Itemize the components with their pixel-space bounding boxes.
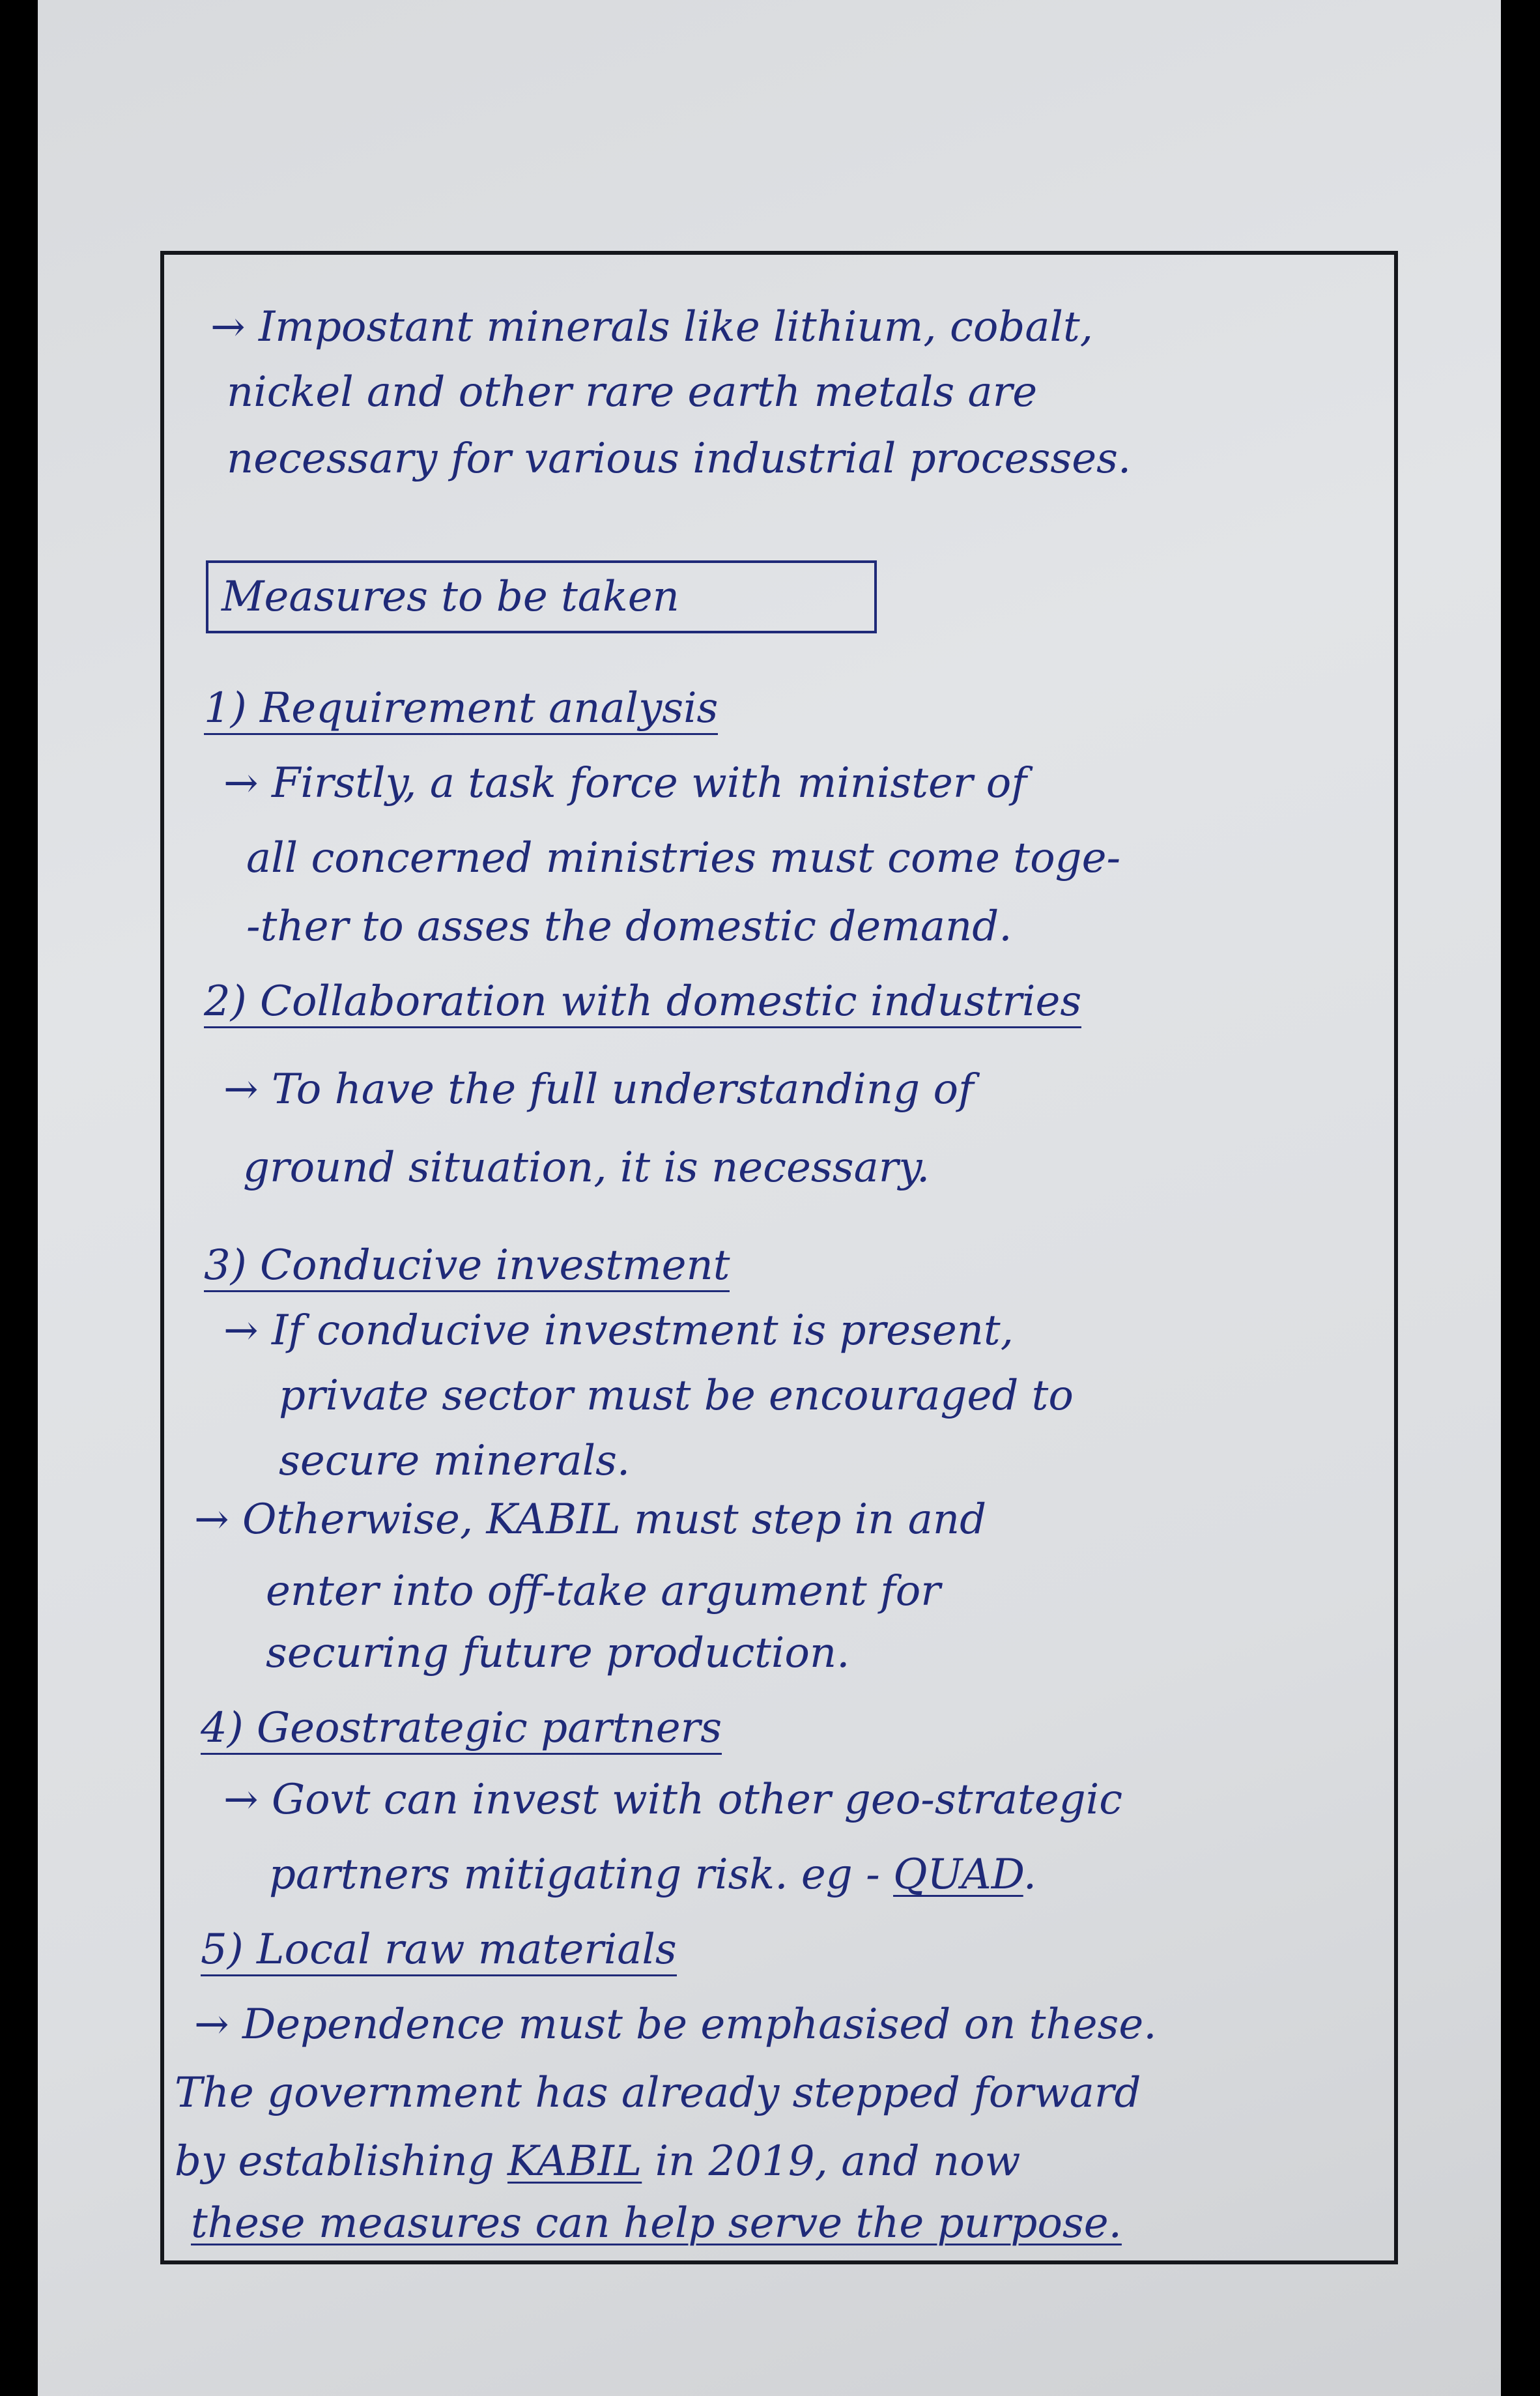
s4-line-2: [269, 1851, 1037, 1899]
s3-line-3: secure minerals.: [279, 1437, 631, 1485]
conclusion-line-2: [175, 2137, 1021, 2186]
s2-title: 2) Collaboration with domestic industries: [204, 981, 1081, 1028]
s3-line-5: enter into off-take argument for: [266, 1567, 941, 1615]
s1-line-3: -ther to asses the domestic demand.: [246, 902, 1012, 951]
s1-line-2: all concerned ministries must come toge-: [246, 834, 1121, 882]
s3-line-2: private sector must be encouraged to: [279, 1372, 1074, 1420]
intro-line-2: nickel and other rare earth metals are: [227, 368, 1038, 416]
s4-line-1: → Govt can invest with other geo-strategic: [223, 1776, 1123, 1824]
paper-sheet: [38, 0, 1501, 2396]
conclusion-line-2-end: in 2019, and now: [642, 2137, 1021, 2186]
kabil-underlined: KABIL: [507, 2137, 642, 2186]
conclusion-line-2-text: by establishing: [175, 2137, 508, 2186]
s3-line-1: → If conducive investment is present,: [223, 1306, 1014, 1355]
s4-line-2-end: .: [1023, 1851, 1037, 1899]
quad-underlined: QUAD: [893, 1851, 1023, 1899]
s5-line-1: → Dependence must be emphasised on these.: [194, 2000, 1157, 2049]
s3-line-4: → Otherwise, KABIL must step in and: [194, 1495, 987, 1544]
intro-line-3: necessary for various industrial processes.: [227, 435, 1132, 483]
section-heading: Measures to be taken: [221, 573, 679, 621]
s2-line-2: ground situation, it is necessary.: [243, 1144, 930, 1192]
s5-title: 5) Local raw materials: [201, 1929, 677, 1976]
conclusion-line-1: The government has already stepped forward: [175, 2069, 1141, 2117]
s2-line-1: → To have the full understanding of: [223, 1065, 974, 1114]
s1-title: 1) Requirement analysis: [204, 687, 718, 735]
s4-title: 4) Geostrategic partners: [201, 1707, 722, 1755]
s3-title: 3) Conducive investment: [204, 1245, 730, 1292]
heading-box: [206, 560, 877, 633]
intro-line-1: → Impostant minerals like lithium, cobalt,: [210, 303, 1093, 351]
s3-line-6: securing future production.: [266, 1629, 850, 1677]
s1-line-1: → Firstly, a task force with minister of: [223, 759, 1027, 807]
conclusion-line-3: these measures can help serve the purpose.: [191, 2199, 1122, 2247]
s4-line-2-text: partners mitigating risk. eg -: [269, 1851, 894, 1899]
